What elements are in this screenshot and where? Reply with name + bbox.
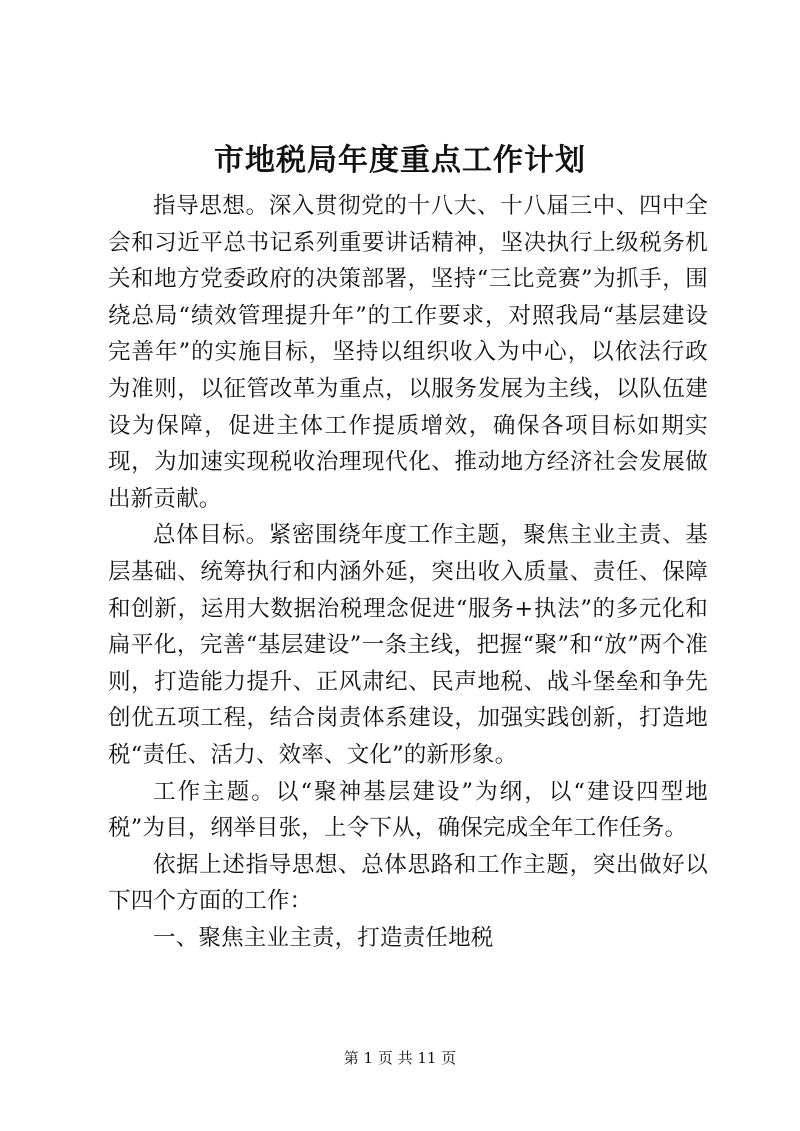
page-number-footer: 第 1 页 共 11 页 <box>343 1049 457 1067</box>
paragraph-four-aspects: 依据上述指导思想、总体思路和工作主题，突出做好以下四个方面的工作： <box>108 851 708 915</box>
document-title: 市地税局年度重点工作计划 <box>214 143 586 178</box>
paragraph-guiding-thought: 指导思想。深入贯彻党的十八大、十八届三中、四中全会和习近平总书记系列重要讲话精神，坚决执行上级税务机关和地方党委政府的决策部署，坚持“三比竞赛”为抓手，围绕总局“绩效管理提升年”的工作要求，对照我局“基层建设完善年”的实施目标，坚持以组织收入为中心，以依法行政为准则，以征管改革为重点，以服务发展为主线，以队伍建设为保障，促进主体工作提质增效，确保各项目标如期实现，为加速实现税收治理现代化、推动地方经济社会发展做出新贡献。 <box>108 193 708 512</box>
paragraph-work-theme: 工作主题。以“聚神基层建设”为纲，以“建设四型地税”为目，纲举目张，上令下从，确保完成全年工作任务。 <box>108 778 708 842</box>
document-body <box>108 188 708 956</box>
paragraph-overall-goal: 总体目标。紧密围绕年度工作主题，聚焦主业主责、基层基础、统筹执行和内涵外延，突出收入质量、责任、保障和创新，运用大数据治税理念促进“服务+执法”的多元化和扁平化，完善“基层建设”一条主线，把握“聚”和“放”两个准则，打造能力提升、正风肃纪、民声地税、战斗堡垒和争先创优五项工程，结合岗责体系建设，加强实践创新，打造地税“责任、活力、效率、文化”的新形象。 <box>108 522 708 768</box>
section-heading-one: 一、聚焦主业主责，打造责任地税 <box>153 924 494 951</box>
